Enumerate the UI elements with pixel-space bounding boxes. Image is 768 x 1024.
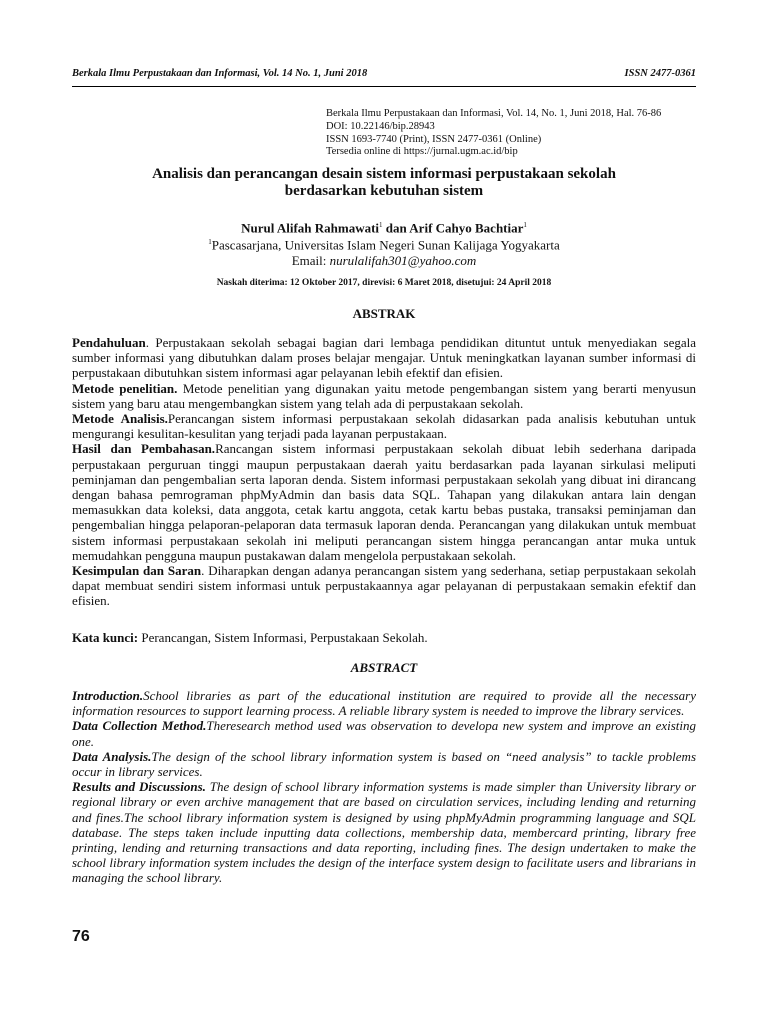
keywords-label: Kata kunci: — [72, 630, 139, 645]
email-label: Email: — [291, 252, 330, 268]
keywords — [72, 630, 696, 646]
issn-header: ISSN 2477-0361 — [624, 68, 696, 79]
abstrak-paragraph — [72, 411, 696, 441]
abstract-paragraph — [72, 688, 696, 718]
abstrak-text: Perancangan sistem informasi perpustakaan sekolah didasarkan pada analisis kebutuhan untuk mengurangi kesulitan-kesulitan yang terjadi pada layanan perpustakaan. — [72, 411, 696, 442]
author-block — [72, 218, 696, 268]
abstrak-paragraph — [72, 441, 696, 563]
abstract-text: School libraries as part of the educational institution are required to provide all the necessary information resources to support learning process. A reliable library system is needed to improve the library services. — [72, 688, 696, 719]
abstract-text: The design of the school library information system is based on “need analysis” to tackle problems occur in library services. — [72, 748, 696, 780]
submission-dates: Naskah diterima: 12 Oktober 2017, direvisi: 6 Maret 2018, disetujui: 24 April 2018 — [216, 278, 552, 288]
page-number: 76 — [72, 928, 90, 945]
header-rule — [72, 86, 696, 87]
article-meta — [326, 108, 661, 159]
author-2: Arif Cahyo Bachtiar — [409, 220, 524, 236]
abstract-paragraph — [72, 718, 696, 748]
abstrak-body — [72, 335, 696, 609]
keywords-text: Perancangan, Sistem Informasi, Perpustakaan Sekolah. — [138, 630, 428, 645]
author-2-sup: 1 — [523, 221, 527, 229]
abstrak-text: Metode penelitian yang digunakan yaitu metode pengembangan sistem yang berarti menyusun sistem yang baru atau mengembangkan sistem yang telah ada di perpustakaan sekolah. — [72, 380, 697, 411]
article-title — [72, 166, 696, 200]
abstrak-text: Rancangan sistem informasi perpustakaan sekolah dibuat lebih sederhana daripada perpustakaan perguruan tinggi maupun perpustakaan daerah yaitu berdasarkan pada layanan sirkulasi meliputi peminjaman dan pengembalian serta laporan denda. Sistem informasi perpustakaan sekolah yang dibuat ini dirancang dengan bahasa pemrograman phpMyAdmin dan basis data SQL. Tahapan yang dilakukan antara lain dengan memasukkan data koleksi, data anggota, cetak kartu anggota, cetak kartu bebas pustaka, transaksi peminjaman dan pengembalian hingga pelaporan-pelaporan data termasuk laporan denda. Perancangan yang dilakukan untuk membuat sistem informasi perpustakaan sekolah ini meliputi perancangan sistem hingga perancangan antar muka untuk memudahkan pengguna maupun pustakawan dalam mengelola perpustakaan sekolah. — [72, 441, 696, 563]
email-line — [72, 253, 696, 268]
author-1-sup: 1 — [379, 221, 383, 229]
abstract-lead: Data Analysis. — [72, 748, 152, 764]
abstract-paragraph — [72, 779, 696, 885]
abstract-body — [72, 688, 696, 886]
author-conj: dan — [382, 220, 410, 236]
journal-header: Berkala Ilmu Perpustakaan dan Informasi, Vol. 14 No. 1, Juni 2018 — [72, 68, 368, 79]
abstrak-text: . Perpustakaan sekolah sebagai bagian dari lembaga pendidikan dituntut untuk menyediakan segala sumber informasi yang dibutuhkan dalam proses belajar mengajar. Untuk meningkatkan layanan sumber informasi di perpustakaan dibutuhkan sistem informasi agar pelayanan lebih efektif dan efisien. — [72, 335, 696, 381]
running-header — [72, 68, 696, 79]
title-line-2: berdasarkan kebutuhan sistem — [284, 183, 484, 199]
abstrak-lead: Metode penelitian. — [72, 380, 178, 396]
abstract-paragraph — [72, 749, 696, 779]
title-line-1: Analisis dan perancangan desain sistem informasi perpustakaan sekolah — [152, 166, 616, 182]
abstract-lead: Data Collection Method. — [72, 718, 207, 734]
abstrak-lead: Metode Analisis. — [72, 411, 168, 427]
meta-citation: Berkala Ilmu Perpustakaan dan Informasi, Vol. 14, No. 1, Juni 2018, Hal. 76-86 — [326, 108, 662, 119]
abstrak-paragraph — [72, 335, 696, 381]
abstrak-lead: Hasil dan Pembahasan. — [72, 441, 216, 457]
abstrak-lead: Kesimpulan dan Saran — [72, 563, 202, 579]
author-names — [72, 218, 696, 235]
abstract-heading: ABSTRACT — [350, 660, 418, 675]
meta-url: Tersedia online di https://jurnal.ugm.ac.id/bip — [326, 146, 518, 158]
meta-issn: ISSN 1693-7740 (Print), ISSN 2477-0361 (Online) — [326, 133, 542, 145]
author-1: Nurul Alifah Rahmawati — [241, 220, 380, 236]
abstract-text: The design of school library information systems is made simpler than University library or regional library or even archive management that are based on circulation services, including lending and returning and fines.The school library information system is designed by using phpMyAdmin programming language and SQL database. The steps taken include inputting data collections, membership data, membercard printing, library free printing, lending and returning transactions and data reporting, including fines. The design undertaken to make the school library information system includes the design of the interface system design to facilitate users and librarians in managing the school library. — [72, 779, 697, 886]
abstrak-lead: Pendahuluan — [72, 335, 146, 350]
abstrak-paragraph — [72, 381, 696, 411]
affiliation — [72, 235, 696, 252]
abstrak-heading: ABSTRAK — [352, 306, 416, 321]
email-address[interactable]: nurulalifah301@yahoo.com — [329, 252, 477, 268]
abstract-lead: Introduction. — [72, 688, 144, 703]
abstrak-text: . Diharapkan dengan adanya perancangan sistem yang sederhana, setiap perpustakaan sekolah dapat membuat sendiri sistem informasi untuk perpustakaannya agar pelayanan di perpustakaan semakin efektif dan efisien. — [72, 563, 696, 609]
affiliation-sup: 1 — [208, 238, 212, 247]
affiliation-text: Pascasarjana, Universitas Islam Negeri Sunan Kalijaga Yogyakarta — [211, 237, 560, 253]
abstract-lead: Results and Discussions. — [72, 779, 206, 795]
abstrak-paragraph — [72, 563, 696, 609]
abstract-text: Theresearch method used was observation to developa new system and improve an existing one. — [72, 718, 697, 749]
meta-doi: DOI: 10.22146/bip.28943 — [326, 120, 435, 132]
